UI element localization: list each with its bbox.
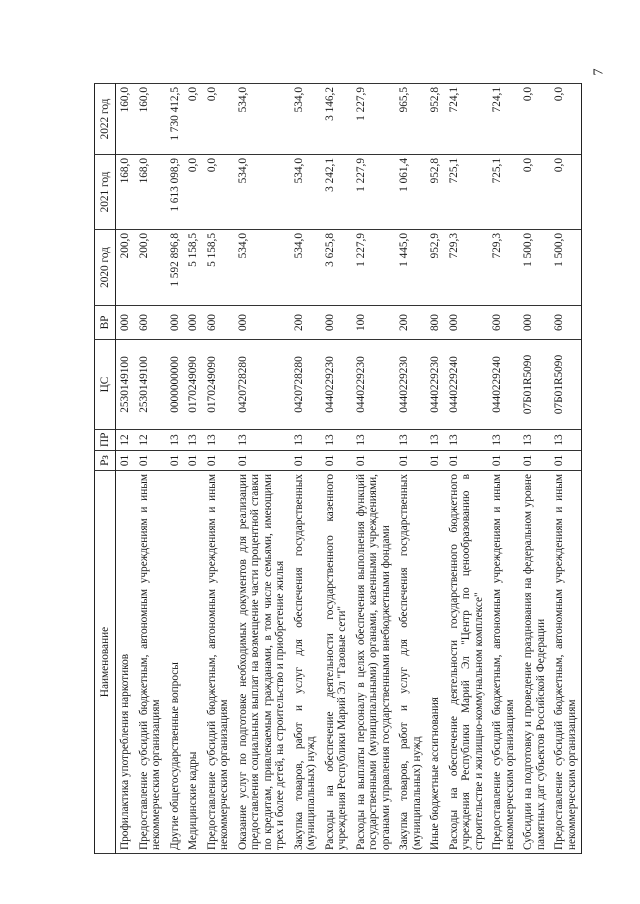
table-row [203, 84, 234, 854]
cell-2021: 534,0 [234, 155, 290, 230]
cell-pr: 13 [426, 430, 445, 451]
cell-2022: 534,0 [234, 84, 290, 155]
cell-vr: 600 [550, 306, 582, 340]
cell-rz: 01 [116, 451, 135, 471]
cell-name: Расходы на выплаты персоналу в целях обеспечения выполнения функций государственными (муниципальными) органами, казенными учреждениями, органами управления государственными внебюджетными фондами [352, 471, 396, 854]
table-row [166, 84, 185, 854]
cell-2020: 200,0 [135, 230, 166, 306]
cell-2020: 952,9 [426, 230, 445, 306]
cell-2022: 724,1 [445, 84, 489, 155]
cell-name: Другие общегосударственные вопросы [166, 471, 185, 854]
cell-2020: 5 158,5 [184, 230, 203, 306]
cell-2021: 725,1 [445, 155, 489, 230]
cell-2020: 729,3 [488, 230, 519, 306]
cell-2020: 1 592 896,8 [166, 230, 185, 306]
cell-vr: 000 [445, 306, 489, 340]
cell-pr: 13 [290, 430, 321, 451]
cell-2022: 1 227,9 [352, 84, 396, 155]
table-row [445, 84, 489, 854]
cell-2021: 952,8 [426, 155, 445, 230]
cell-rz: 01 [290, 451, 321, 471]
cell-name: Предоставление субсидий бюджетным, автономным учреждениям и иным некоммерческим организациям [135, 471, 166, 854]
cell-pr: 13 [352, 430, 396, 451]
cell-cs: 0440229230 [395, 340, 426, 430]
cell-2020: 3 625,8 [321, 230, 352, 306]
cell-2020: 729,3 [445, 230, 489, 306]
table-row [395, 84, 426, 854]
table-row [488, 84, 519, 854]
cell-2021: 1 061,4 [395, 155, 426, 230]
rotated-table-container [94, 84, 640, 854]
cell-name: Предоставление субсидий бюджетным, автономным учреждениям и иным некоммерческим организациям [203, 471, 234, 854]
cell-rz: 01 [184, 451, 203, 471]
budget-table [94, 83, 582, 854]
cell-vr: 000 [519, 306, 550, 340]
cell-cs: 0170249090 [203, 340, 234, 430]
cell-vr: 600 [203, 306, 234, 340]
cell-vr: 000 [116, 306, 135, 340]
column-header-2020: 2020 год [95, 230, 116, 306]
cell-name: Предоставление субсидий бюджетным, автономным учреждениям и иным некоммерческим организациям [550, 471, 582, 854]
cell-name: Закупка товаров, работ и услуг для обеспечения государственных (муниципальных) нужд [290, 471, 321, 854]
cell-2022: 1 730 412,5 [166, 84, 185, 155]
cell-name: Иные бюджетные ассигнования [426, 471, 445, 854]
cell-vr: 000 [234, 306, 290, 340]
cell-pr: 13 [234, 430, 290, 451]
cell-pr: 13 [166, 430, 185, 451]
cell-2022: 160,0 [116, 84, 135, 155]
cell-2022: 3 146,2 [321, 84, 352, 155]
cell-vr: 000 [321, 306, 352, 340]
cell-cs: 07Б01R5090 [550, 340, 582, 430]
cell-vr: 000 [184, 306, 203, 340]
column-header-rz: Рз [95, 451, 116, 471]
cell-2021: 168,0 [135, 155, 166, 230]
column-header-pr: ПР [95, 430, 116, 451]
cell-vr: 100 [352, 306, 396, 340]
cell-cs: 0440229230 [321, 340, 352, 430]
cell-2020: 534,0 [290, 230, 321, 306]
cell-name: Оказание услуг по подготовке необходимых документов для реализации предоставления социальных выплат на возмещение части процентной ставки по кредитам, привлекаемым гражданами, в том числе семьями, имеющими трех и более детей, на строительство и приобретение жилья [234, 471, 290, 854]
cell-pr: 12 [135, 430, 166, 451]
column-header-name: Наименование [95, 471, 116, 854]
cell-pr: 13 [395, 430, 426, 451]
cell-rz: 01 [203, 451, 234, 471]
cell-2022: 160,0 [135, 84, 166, 155]
cell-name: Субсидии на подготовку и проведение празднования на федеральном уровне памятных дат субъектов Российской Федерации [519, 471, 550, 854]
cell-2020: 1 500,0 [550, 230, 582, 306]
cell-2020: 534,0 [234, 230, 290, 306]
cell-name: Предоставление субсидий бюджетным, автономным учреждениям и иным некоммерческим организациям [488, 471, 519, 854]
cell-2021: 0,0 [184, 155, 203, 230]
cell-rz: 01 [488, 451, 519, 471]
cell-2021: 0,0 [550, 155, 582, 230]
table-row [352, 84, 396, 854]
cell-vr: 600 [135, 306, 166, 340]
cell-pr: 13 [445, 430, 489, 451]
cell-cs: 07Б01R5090 [519, 340, 550, 430]
cell-2021: 725,1 [488, 155, 519, 230]
cell-pr: 13 [184, 430, 203, 451]
cell-cs: 0440229240 [445, 340, 489, 430]
column-header-cs: ЦС [95, 340, 116, 430]
cell-rz: 01 [445, 451, 489, 471]
cell-cs: 0440229230 [352, 340, 396, 430]
cell-2020: 5 158,5 [203, 230, 234, 306]
table-row [234, 84, 290, 854]
table-row [426, 84, 445, 854]
column-header-2021: 2021 год [95, 155, 116, 230]
cell-2021: 0,0 [203, 155, 234, 230]
cell-2020: 1 445,0 [395, 230, 426, 306]
cell-vr: 200 [395, 306, 426, 340]
page-number: 7 [591, 68, 607, 76]
cell-cs: 0170249090 [184, 340, 203, 430]
table-row [184, 84, 203, 854]
cell-cs: 0440229240 [488, 340, 519, 430]
cell-name: Закупка товаров, работ и услуг для обеспечения государственных (муниципальных) нужд [395, 471, 426, 854]
table-row [116, 84, 135, 854]
cell-pr: 13 [203, 430, 234, 451]
cell-pr: 13 [550, 430, 582, 451]
cell-rz: 01 [234, 451, 290, 471]
cell-2021: 168,0 [116, 155, 135, 230]
cell-2022: 0,0 [550, 84, 582, 155]
cell-2022: 724,1 [488, 84, 519, 155]
table-row [321, 84, 352, 854]
cell-rz: 01 [166, 451, 185, 471]
cell-name: Медицинские кадры [184, 471, 203, 854]
cell-vr: 600 [488, 306, 519, 340]
cell-cs: 0420728280 [234, 340, 290, 430]
cell-2022: 952,8 [426, 84, 445, 155]
cell-2022: 534,0 [290, 84, 321, 155]
cell-2022: 0,0 [203, 84, 234, 155]
cell-name: Профилактика употребления наркотиков [116, 471, 135, 854]
cell-rz: 01 [321, 451, 352, 471]
cell-rz: 01 [426, 451, 445, 471]
cell-cs: 2530149100 [116, 340, 135, 430]
table-header [95, 84, 116, 854]
cell-pr: 13 [488, 430, 519, 451]
cell-cs: 0420728280 [290, 340, 321, 430]
cell-name: Расходы на обеспечение деятельности государственного казенного учреждения Республики Марий Эл "Газовые сети" [321, 471, 352, 854]
cell-2022: 0,0 [519, 84, 550, 155]
cell-2022: 965,5 [395, 84, 426, 155]
table-row [519, 84, 550, 854]
cell-cs: 0000000000 [166, 340, 185, 430]
cell-pr: 13 [519, 430, 550, 451]
cell-name: Расходы на обеспечение деятельности государственного бюджетного учреждения Республики Марий Эл "Центр по ценообразованию в строительстве и жилищно-коммунальном комплексе" [445, 471, 489, 854]
cell-2020: 1 227,9 [352, 230, 396, 306]
table-row [135, 84, 166, 854]
cell-2021: 1 227,9 [352, 155, 396, 230]
column-header-2022: 2022 год [95, 84, 116, 155]
cell-2021: 3 242,1 [321, 155, 352, 230]
cell-cs: 2530149100 [135, 340, 166, 430]
table-row [290, 84, 321, 854]
cell-2021: 534,0 [290, 155, 321, 230]
cell-vr: 200 [290, 306, 321, 340]
cell-vr: 000 [166, 306, 185, 340]
cell-pr: 12 [116, 430, 135, 451]
cell-2020: 200,0 [116, 230, 135, 306]
cell-2020: 1 500,0 [519, 230, 550, 306]
cell-pr: 13 [321, 430, 352, 451]
cell-cs: 0440229230 [426, 340, 445, 430]
cell-2021: 0,0 [519, 155, 550, 230]
cell-2022: 0,0 [184, 84, 203, 155]
cell-rz: 01 [352, 451, 396, 471]
cell-rz: 01 [395, 451, 426, 471]
table-body [116, 84, 582, 854]
cell-vr: 800 [426, 306, 445, 340]
column-header-vr: ВР [95, 306, 116, 340]
cell-rz: 01 [550, 451, 582, 471]
cell-rz: 01 [519, 451, 550, 471]
cell-rz: 01 [135, 451, 166, 471]
cell-2021: 1 613 098,9 [166, 155, 185, 230]
table-row [550, 84, 582, 854]
